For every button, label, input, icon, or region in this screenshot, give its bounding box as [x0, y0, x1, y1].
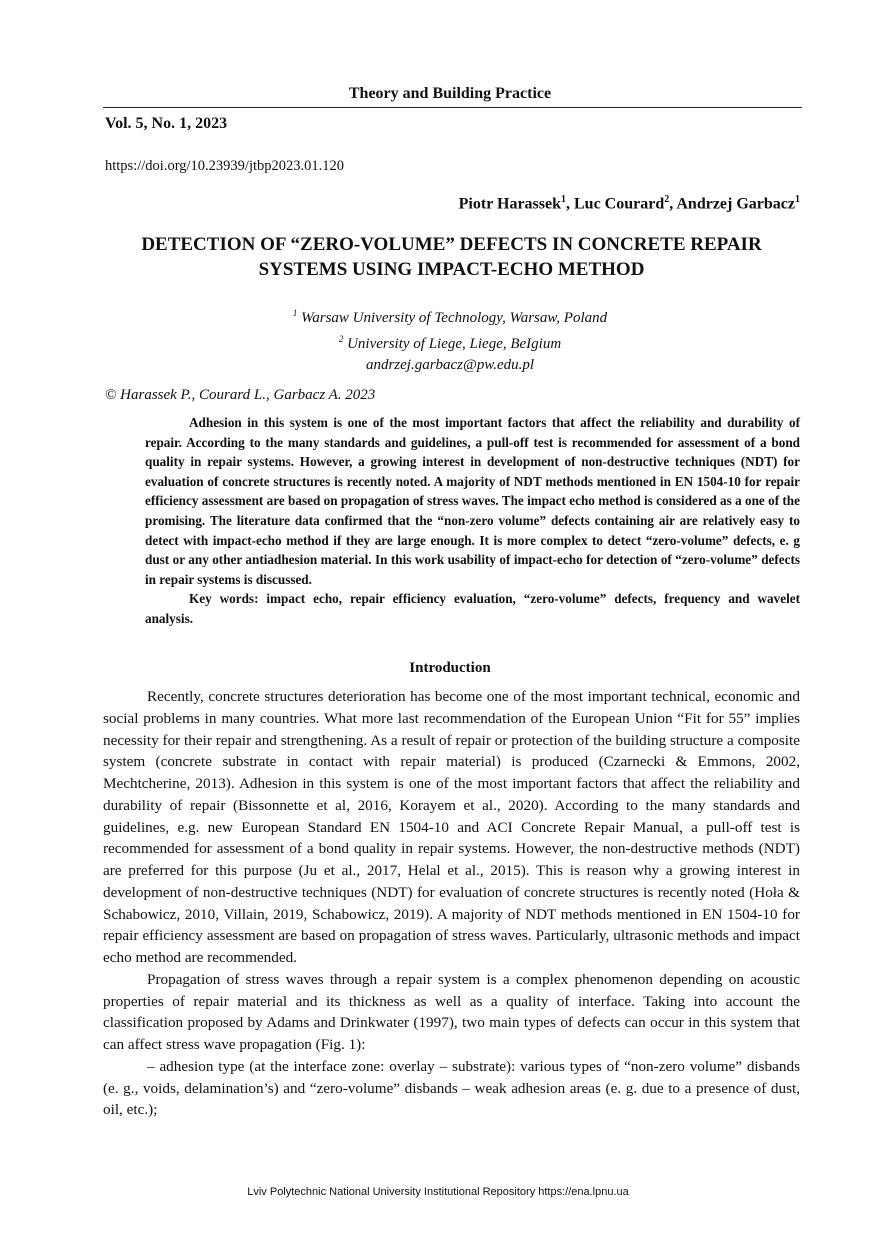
paragraph: Recently, concrete structures deterioration has become one of the most important technical, economic and social problems in many countries. What more last recommendation of the European Union “Fit for 55” implies necessity for their repair and strengthening. As a result of repair or protection of the building structure a composite system (concrete substrate in contact with repair material) is produced (Czarnecki & Emmons, 2002, Mechtcherine, 2013). Adhesion in this system is one of the most important factors that affect the reliability and durability of repair (Bissonnette et al, 2016, Korayem et al., 2020). According to the many standards and guidelines, e.g. new European Standard EN 1504-10 and ACI Concrete Repair Manual, a pull-off test is recommended for assessment of a bond quality in repair systems. However, the non-destructive methods (NDT) are preferred for this purpose (Ju et al., 2017, Helal et al., 2015). This is reason why a growing interest in development of non-destructive techniques (NDT) for evaluation of concrete structures is recently noted (Hoła & Schabowicz, 2010, Villain, 2019, Schabowicz, 2019). A majority of NDT methods mentioned in EN 1504-10 for repair efficiency assessment are based on propagation of stress waves. Particularly, ultrasonic methods and impact echo method are recommended. — [103, 688, 800, 966]
keywords: Key words: impact echo, repair efficiency evaluation, “zero-volume” defects, frequency and wavelet analysis. — [145, 591, 800, 626]
abstract — [145, 413, 800, 629]
title-line: SYSTEMS USING IMPACT-ECHO METHOD — [258, 259, 645, 280]
abstract-text: Adhesion in this system is one of the most important factors that affect the reliability and durability of repair. According to the many standards and guidelines, a pull-off test is recommended for assessment of a bond quality in repair systems. However, a growing interest in development of non-destructive techniques (NDT) for evaluation of concrete structures is recently noted. A majority of NDT methods mentioned in EN 1504-10 for repair efficiency assessment are based on propagation of stress waves. The impact echo method is considered as a one of the promising. The literature data confirmed that the “non-zero volume” defects containing air are relatively easy to detect with impact-echo method if they are large enough. It is more complex to detect “zero-volume” defects, e. g dust or any other antiadhesion material. In this work usability of impact-echo for detection of “zero-volume” defects in repair systems is discussed. — [145, 415, 800, 587]
author-name: Luc Courard — [574, 195, 665, 213]
paper-title — [103, 232, 800, 282]
author-affiliation: 1 — [561, 194, 566, 205]
title-line: DETECTION OF “ZERO-VOLUME” DEFECTS IN CONCRETE REPAIR — [141, 234, 762, 255]
affiliation: Warsaw University of Technology, Warsaw, Poland — [301, 310, 608, 326]
header-rule — [103, 107, 802, 108]
author-name: Andrzej Garbacz — [676, 195, 795, 213]
affiliation: University of Liege, Liege, BeIgium — [347, 336, 562, 352]
volume-info: Vol. 5, No. 1, 2023 — [105, 115, 228, 132]
affiliation-number: 2 — [338, 334, 344, 344]
author-list: Piotr Harassek$^1$, Luc Courard$^2$, Andrzej Garbacz$^1$ — [458, 194, 800, 213]
email[interactable]: andrzej.garbacz@pw.edu.pl — [365, 357, 535, 373]
copyright: © Harassek P., Courard L., Garbacz A. 2023 — [105, 387, 376, 403]
author-affiliation: 2 — [664, 194, 670, 205]
affiliation-number: 1 — [292, 308, 298, 318]
list-item: – adhesion type (at the interface zone: overlay – substrate): various types of “non-zero volume” disbands (e. g., voids, delamination’s) and “zero-volume” disbands – weak adhesion areas (e. g. due to a presence of dust, oil, etc.); — [103, 1057, 800, 1119]
affiliations — [0, 303, 876, 376]
page-footer: Lviv Polytechnic National University Institutional Repository https://ena.lpnu.ua — [247, 1186, 629, 1198]
author-name: Piotr Harassek — [458, 195, 561, 213]
section-heading: Introduction — [409, 660, 491, 676]
journal-name: Theory and Building Practice — [348, 85, 552, 102]
doi-link[interactable]: https://doi.org/10.23939/jtbp2023.01.120 — [105, 158, 344, 174]
body-text — [103, 686, 800, 1121]
paragraph: Propagation of stress waves through a repair system is a complex phenomenon depending on acoustic properties of repair material and its thickness as well as a quality of interface. Taking into account the classification proposed by Adams and Drinkwater (1997), two main types of defects can occur in this system that can affect stress wave propagation (Fig. 1): — [103, 970, 800, 1053]
author-affiliation: 1 — [795, 194, 800, 205]
